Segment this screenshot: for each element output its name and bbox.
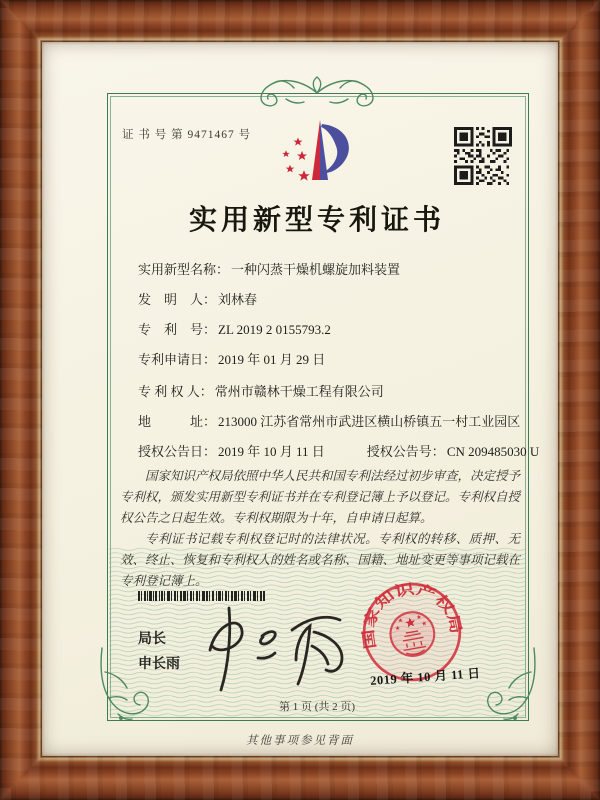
field-grant-announcement: 授权公告日： 2019 年 10 月 11 日 授权公告号： CN 209485030 U	[138, 444, 540, 459]
field-filing-date: 专利申请日： 2019 年 01 月 29 日	[138, 352, 326, 367]
field-patent-number: 专 利 号： ZL 2019 2 0155793.2	[138, 322, 331, 337]
cnipa-logo-icon	[274, 116, 358, 202]
field-address: 地 址： 213000 江苏省常州市武进区横山桥镇五一村工业园区	[138, 414, 521, 429]
frame-top	[0, 0, 600, 42]
certificate-paper	[42, 42, 558, 756]
signer-name: 申长雨	[138, 655, 180, 671]
qr-code-icon	[454, 127, 512, 185]
field-patentee: 专 利 权 人： 常州市赣林干燥工程有限公司	[138, 384, 384, 399]
body-paragraph-1: 国家知识产权局依照中华人民共和国专利法经过初步审查，决定授予专利权，颁发实用新型专利证书并在专利登记簿上予以登记。专利权自授权公告之日起生效。专利权期限为十年，自申请日起算。	[120, 469, 521, 525]
body-paragraph-2: 专利证书记载专利权登记时的法律状况。专利权的转移、质押、无效、终止、恢复和专利权人的姓名或名称、国籍、地址变更等事项记载在专利登记簿上。	[120, 532, 521, 588]
bottom-right-flourish	[478, 644, 542, 728]
top-flourish-ornament	[242, 75, 392, 111]
field-inventor: 发 明 人： 刘林春	[138, 292, 258, 307]
field-utility-model-name: 实用新型名称： 一种闪蒸干燥机螺旋加料装置	[138, 262, 401, 277]
legal-body-text	[120, 466, 520, 592]
signer-block	[138, 626, 180, 676]
handwritten-signature-icon	[194, 600, 350, 698]
frame-right	[558, 0, 600, 800]
frame-left	[0, 0, 42, 800]
certificate-title: 实用新型专利证书	[188, 205, 445, 236]
frame-bottom	[0, 756, 600, 800]
reverse-side-note: 其他事项参见背面	[246, 735, 354, 747]
seal-date: 2019 年 10 月 11 日	[369, 666, 481, 688]
certificate-number: 证 书 号 第 9471467 号	[122, 129, 252, 141]
signer-title: 局长	[138, 630, 166, 646]
page-number: 第 1 页 (共 2 页)	[278, 701, 356, 713]
seal-ring-text: 国家知识产权局	[361, 582, 463, 650]
